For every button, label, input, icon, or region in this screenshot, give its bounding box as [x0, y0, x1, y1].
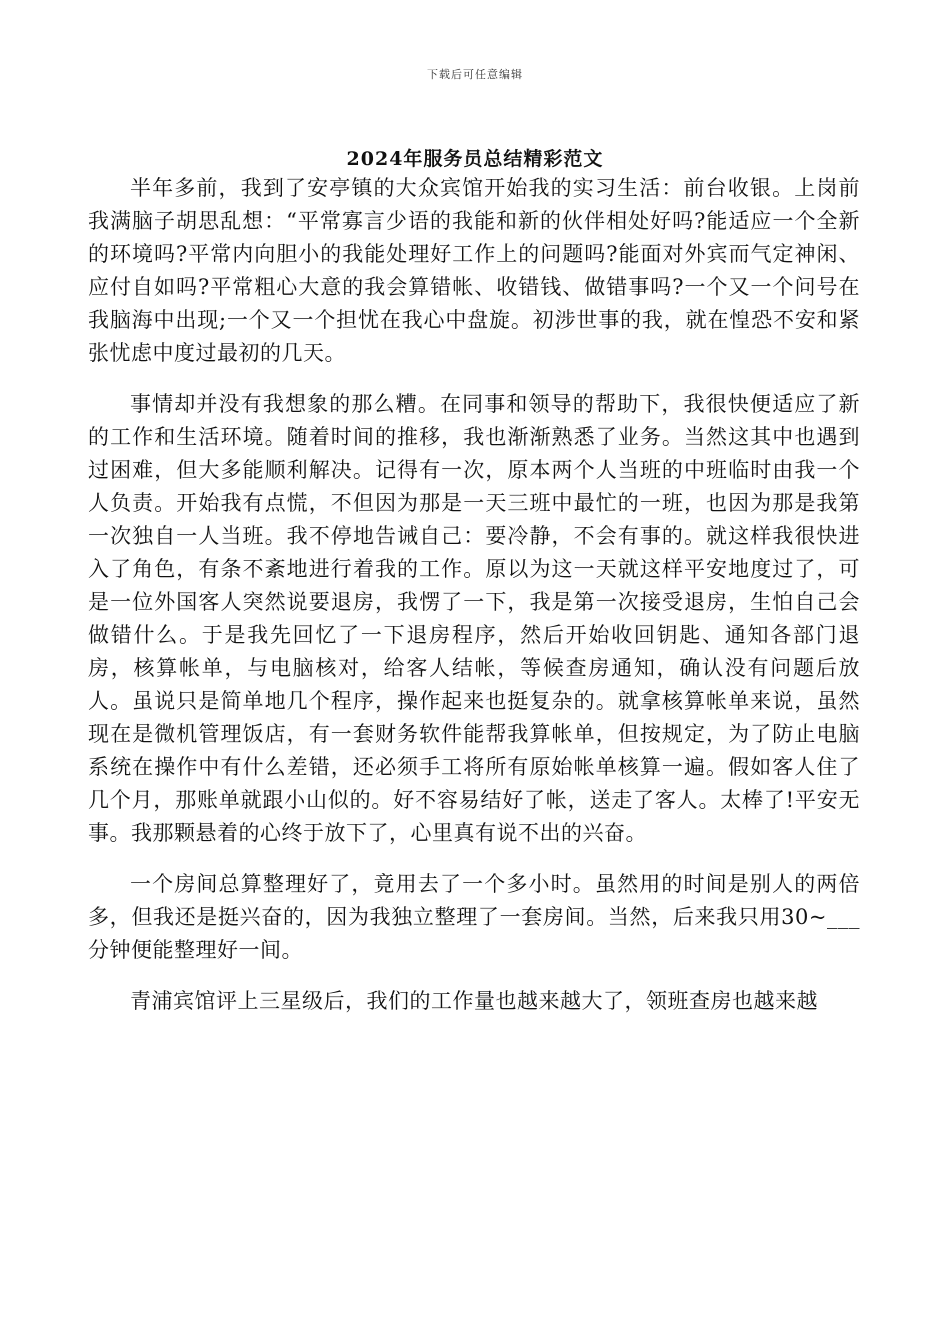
document-title: 2024年服务员总结精彩范文	[346, 148, 604, 170]
paragraph-2: 事情却并没有我想象的那么糟。在同事和领导的帮助下，我很快便适应了新的工作和生活环境。随着时间的推移，我也渐渐熟悉了业务。当然这其中也遇到过困难，但大多能顺利解决。记得有一次，原本两个人当班的中班临时由我一个人负责。开始我有点慌，不但因为那是一天三班中最忙的一班，也因为那是我第一次独自一人当班。我不停地告诫自己：要冷静，不会有事的。就这样我很快进入了角色，有条不紊地进行着我的工作。原以为这一天就这样平安地度过了，可是一位外国客人突然说要退房，我愣了一下，我是第一次接受退房，生怕自己会做错什么。于是我先回忆了一下退房程序，然后开始收回钥匙、通知各部门退房，核算帐单，与电脑核对，给客人结帐，等候查房通知，确认没有问题后放人。虽说只是简单地几个程序，操作起来也挺复杂的。就拿核算帐单来说，虽然现在是微机管理饭店，有一套财务软件能帮我算帐单，但按规定，为了防止电脑系统在操作中有什么差错，还必须手工将所有原始帐单核算一遍。假如客人住了几个月，那账单就跟小山似的。好不容易结好了帐，送走了客人。太棒了!平安无事。我那颗悬着的心终于放下了，心里真有说不出的兴奋。	[88, 392, 860, 845]
paragraph-4: 青浦宾馆评上三星级后，我们的工作量也越来越大了，领班查房也越来越	[130, 989, 818, 1013]
header-note: 下载后可任意编辑	[427, 68, 523, 81]
paragraph-1: 半年多前，我到了安亭镇的大众宾馆开始我的实习生活：前台收银。上岗前我满脑子胡思乱想：“平常寡言少语的我能和新的伙伴相处好吗?能适应一个全新的环境吗?平常内向胆小的我能处理好工作上的问题吗?能面对外宾而气定神闲、应付自如吗?平常粗心大意的我会算错帐、收错钱、做错事吗?一个又一个问号在我脑海中出现;一个又一个担忧在我心中盘旋。初涉世事的我，就在惶恐不安和紧张忧虑中度过最初的几天。	[88, 176, 860, 365]
document-body	[88, 172, 860, 1036]
paragraph-3: 一个房间总算整理好了，竟用去了一个多小时。虽然用的时间是别人的两倍多，但我还是挺兴奋的，因为我独立整理了一套房间。当然，后来我只用30~___分钟便能整理好一间。	[88, 872, 860, 962]
